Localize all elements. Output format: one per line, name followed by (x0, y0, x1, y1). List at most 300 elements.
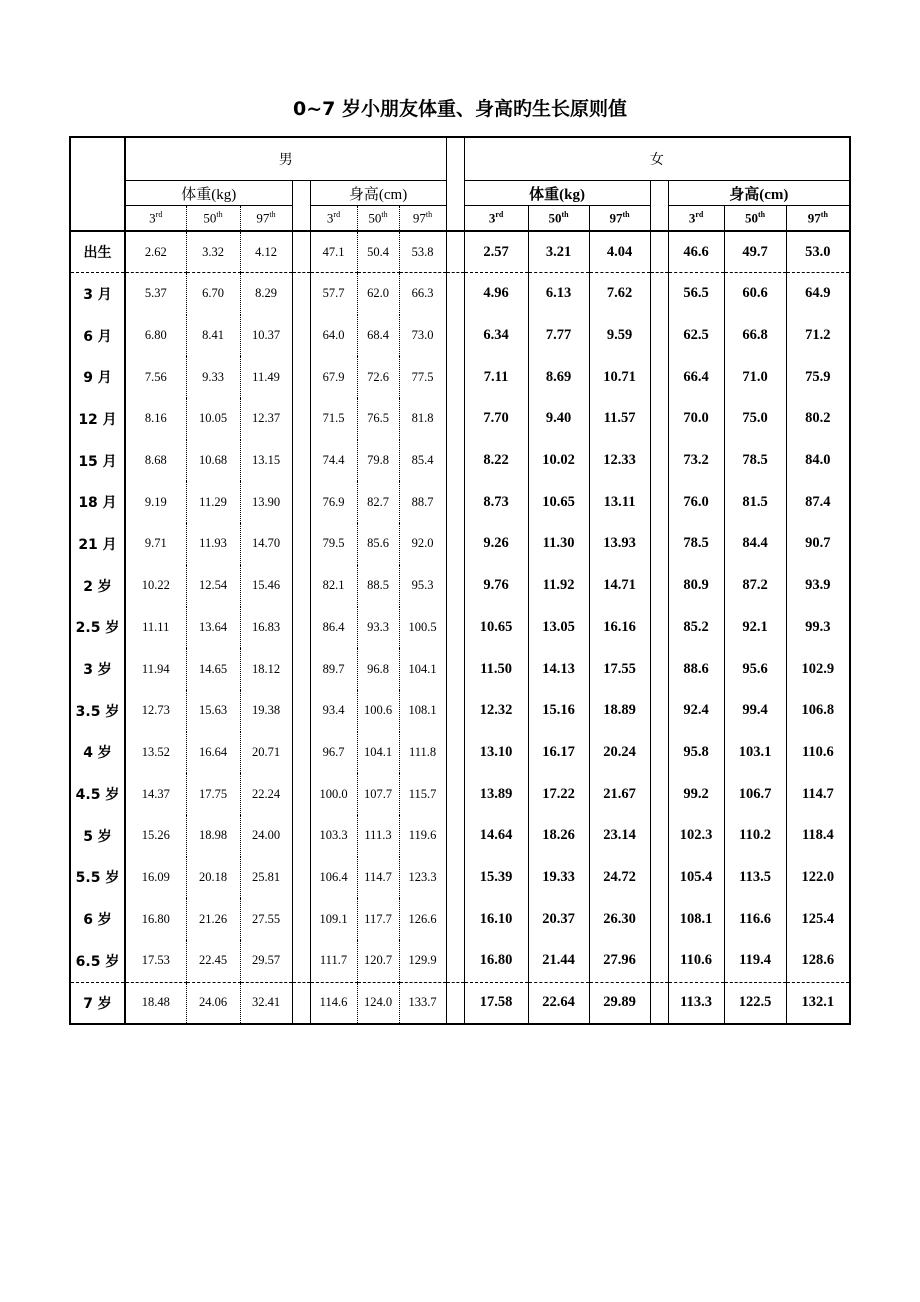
male-weight-p3: 9.71 (144, 536, 167, 551)
female-height-p3: 62.5 (683, 327, 709, 344)
female-height-p97: 99.3 (786, 607, 850, 649)
gender-divider (446, 940, 464, 982)
male-height-p50: 120.7 (357, 940, 399, 982)
female-weight-percentile-50: 50th (528, 206, 589, 232)
female-weight-p97: 4.04 (589, 231, 650, 273)
male-weight-p50: 17.75 (186, 773, 240, 815)
female-height-p50: 99.4 (724, 690, 786, 732)
male-height-p97: 108.1 (399, 690, 446, 732)
female-weight-p50: 19.33 (528, 857, 589, 899)
male-height-p3: 64.0 (322, 328, 345, 343)
female-height-p3: 76.0 (683, 493, 709, 510)
male-weight-p97: 32.41 (240, 982, 292, 1024)
male-height-p50: 50.4 (357, 231, 399, 273)
male-weight-p97: 12.37 (240, 398, 292, 440)
female-weight-p50: 21.44 (528, 940, 589, 982)
table-row (70, 648, 850, 690)
male-height-p50: 96.8 (357, 648, 399, 690)
female-weight-p97: 27.96 (589, 940, 650, 982)
female-weight-p97: 12.33 (589, 440, 650, 482)
female-group-gap (650, 982, 668, 1024)
table-row (70, 356, 850, 398)
female-weight-p97: 11.57 (589, 398, 650, 440)
table-row (70, 982, 850, 1024)
age-label: 4.5 岁 (70, 773, 125, 815)
male-height-p50: 68.4 (357, 315, 399, 357)
male-weight-p50: 8.41 (186, 315, 240, 357)
male-weight-p50: 13.64 (186, 607, 240, 649)
female-height-p3: 46.6 (668, 231, 724, 273)
female-group-gap (650, 181, 668, 232)
female-height-p50: 75.0 (724, 398, 786, 440)
female-height-p97: 102.9 (786, 648, 850, 690)
male-weight-p97: 16.83 (240, 607, 292, 649)
female-height-p50: 119.4 (724, 940, 786, 982)
male-weight-p97: 4.12 (240, 231, 292, 273)
male-group-gap (292, 273, 310, 315)
female-header: 女 (464, 137, 850, 181)
female-weight-p97: 16.16 (589, 607, 650, 649)
male-height-p97: 88.7 (399, 481, 446, 523)
gender-divider (446, 273, 464, 315)
female-group-gap (650, 356, 668, 398)
female-weight-p97: 14.71 (589, 565, 650, 607)
gender-divider (446, 440, 464, 482)
female-weight-p3: 8.22 (483, 452, 509, 469)
female-weight-p97: 23.14 (589, 815, 650, 857)
table-row (70, 607, 850, 649)
female-weight-p97: 10.71 (589, 356, 650, 398)
gender-divider (446, 481, 464, 523)
female-height-p3: 102.3 (679, 827, 713, 844)
male-height-p3: 109.1 (319, 911, 348, 926)
female-weight-p50: 11.92 (528, 565, 589, 607)
male-height-p3: 106.4 (319, 869, 348, 884)
female-group-gap (650, 732, 668, 774)
female-height-p50: 81.5 (724, 481, 786, 523)
male-group-gap (292, 857, 310, 899)
male-group-gap (292, 315, 310, 357)
female-height-p3: 73.2 (683, 452, 709, 469)
male-weight-p97: 10.37 (240, 315, 292, 357)
male-height-p3: 74.4 (322, 453, 345, 468)
female-weight-p50: 6.13 (528, 273, 589, 315)
female-height-p97: 64.9 (786, 273, 850, 315)
female-weight-p97: 13.93 (589, 523, 650, 565)
age-label: 6 岁 (70, 898, 125, 940)
female-group-gap (650, 607, 668, 649)
female-height-percentile-97: 97th (786, 206, 850, 232)
male-weight-percentile-50: 50th (186, 206, 240, 232)
gender-divider (446, 732, 464, 774)
female-height-p97: 132.1 (786, 982, 850, 1024)
male-weight-p50: 14.65 (186, 648, 240, 690)
growth-standards-table (69, 136, 851, 1025)
male-group-gap (292, 732, 310, 774)
male-weight-p97: 13.90 (240, 481, 292, 523)
female-weight-p3: 7.11 (483, 368, 509, 385)
table-row (70, 690, 850, 732)
female-weight-p3: 11.50 (480, 660, 512, 677)
female-height-p3: 85.2 (683, 618, 709, 635)
gender-divider (446, 565, 464, 607)
female-weight-p3: 6.34 (483, 327, 509, 344)
male-height-p3: 86.4 (322, 619, 345, 634)
gender-divider (446, 648, 464, 690)
age-label: 21 月 (70, 523, 125, 565)
age-label: 6.5 岁 (70, 940, 125, 982)
female-height-p3: 99.2 (683, 785, 709, 802)
male-group-gap (292, 565, 310, 607)
male-weight-p50: 20.18 (186, 857, 240, 899)
male-weight-p97: 25.81 (240, 857, 292, 899)
male-group-gap (292, 940, 310, 982)
male-weight-p50: 16.64 (186, 732, 240, 774)
male-height-p3: 71.5 (322, 411, 345, 426)
gender-divider (446, 523, 464, 565)
female-weight-p97: 24.72 (589, 857, 650, 899)
male-height-percentile-3: 3rd (310, 206, 357, 232)
table-row (70, 857, 850, 899)
female-height-p97: 128.6 (786, 940, 850, 982)
female-height-p50: 113.5 (724, 857, 786, 899)
male-height-p50: 72.6 (357, 356, 399, 398)
male-height-p97: 95.3 (399, 565, 446, 607)
male-height-p97: 100.5 (399, 607, 446, 649)
female-weight-p50: 20.37 (528, 898, 589, 940)
male-weight-p3: 12.73 (141, 703, 170, 718)
male-height-p3: 100.0 (319, 786, 348, 801)
female-weight-header: 体重(kg) (464, 181, 650, 206)
female-weight-p50: 17.22 (528, 773, 589, 815)
female-group-gap (650, 481, 668, 523)
female-height-p3: 66.4 (683, 368, 709, 385)
female-height-p50: 84.4 (724, 523, 786, 565)
female-weight-p3: 14.64 (479, 827, 513, 844)
male-height-p50: 93.3 (357, 607, 399, 649)
male-group-gap (292, 523, 310, 565)
male-group-gap (292, 231, 310, 273)
female-weight-p3: 12.32 (479, 702, 513, 719)
gender-divider (446, 398, 464, 440)
female-height-p3: 95.8 (683, 743, 709, 760)
male-height-percentile-97: 97th (399, 206, 446, 232)
male-weight-p3: 11.11 (142, 619, 170, 634)
gender-divider (446, 356, 464, 398)
female-height-p97: 93.9 (786, 565, 850, 607)
male-height-p50: 104.1 (357, 732, 399, 774)
female-weight-p3: 13.10 (479, 743, 513, 760)
female-weight-p3: 2.57 (464, 231, 528, 273)
female-height-p97: 106.8 (786, 690, 850, 732)
female-weight-p97: 9.59 (589, 315, 650, 357)
male-height-p97: 104.1 (399, 648, 446, 690)
female-weight-p97: 13.11 (589, 481, 650, 523)
age-label: 6 月 (70, 315, 125, 357)
male-weight-p50: 18.98 (186, 815, 240, 857)
male-height-p50: 62.0 (357, 273, 399, 315)
male-height-p97: 123.3 (399, 857, 446, 899)
male-weight-percentile-3: 3rd (125, 206, 186, 232)
female-weight-p50: 16.17 (528, 732, 589, 774)
male-group-gap (292, 898, 310, 940)
male-height-p50: 88.5 (357, 565, 399, 607)
gender-divider (446, 690, 464, 732)
female-height-p97: 71.2 (786, 315, 850, 357)
male-height-p97: 77.5 (399, 356, 446, 398)
female-weight-p3: 17.58 (479, 994, 513, 1011)
female-weight-p97: 21.67 (589, 773, 650, 815)
female-weight-p50: 18.26 (528, 815, 589, 857)
table-row (70, 815, 850, 857)
table-row (70, 398, 850, 440)
male-weight-header: 体重(kg) (125, 181, 292, 206)
male-height-p3: 67.9 (322, 369, 345, 384)
female-height-p50: 71.0 (724, 356, 786, 398)
male-height-p50: 76.5 (357, 398, 399, 440)
male-weight-p97: 22.24 (240, 773, 292, 815)
female-group-gap (650, 273, 668, 315)
female-weight-p3: 15.39 (479, 868, 513, 885)
table-row (70, 273, 850, 315)
female-height-p50: 106.7 (724, 773, 786, 815)
table-row (70, 565, 850, 607)
female-height-p50: 110.2 (724, 815, 786, 857)
female-height-p50: 78.5 (724, 440, 786, 482)
male-weight-p50: 10.05 (186, 398, 240, 440)
female-group-gap (650, 565, 668, 607)
male-height-p50: 100.6 (357, 690, 399, 732)
male-group-gap (292, 982, 310, 1024)
male-group-gap (292, 815, 310, 857)
age-label: 5 岁 (70, 815, 125, 857)
table-row (70, 773, 850, 815)
female-height-p3: 110.6 (668, 940, 724, 982)
female-height-p3: 56.5 (683, 285, 709, 302)
male-height-p97: 133.7 (399, 982, 446, 1024)
male-weight-p97: 15.46 (240, 565, 292, 607)
male-weight-p50: 24.06 (186, 982, 240, 1024)
male-weight-p3: 5.37 (144, 286, 167, 301)
female-weight-p50: 11.30 (528, 523, 589, 565)
male-weight-p3: 10.22 (141, 578, 170, 593)
female-height-p3: 105.4 (679, 868, 713, 885)
male-weight-p97: 13.15 (240, 440, 292, 482)
male-group-gap (292, 481, 310, 523)
male-weight-p50: 11.29 (186, 481, 240, 523)
female-weight-p50: 14.13 (528, 648, 589, 690)
female-weight-p50: 10.02 (528, 440, 589, 482)
male-weight-p3: 2.62 (125, 231, 186, 273)
male-height-p97: 126.6 (399, 898, 446, 940)
male-weight-p50: 11.93 (186, 523, 240, 565)
male-group-gap (292, 440, 310, 482)
female-height-p50: 103.1 (724, 732, 786, 774)
male-weight-p50: 10.68 (186, 440, 240, 482)
female-group-gap (650, 898, 668, 940)
male-weight-p3: 6.80 (144, 328, 167, 343)
female-height-p97: 87.4 (786, 481, 850, 523)
female-group-gap (650, 690, 668, 732)
age-label: 4 岁 (70, 732, 125, 774)
female-weight-p50: 15.16 (528, 690, 589, 732)
female-weight-p97: 18.89 (589, 690, 650, 732)
male-weight-p3: 16.09 (141, 869, 170, 884)
female-weight-p97: 20.24 (589, 732, 650, 774)
male-weight-p3: 7.56 (144, 369, 167, 384)
female-height-p3: 78.5 (683, 535, 709, 552)
female-height-p97: 80.2 (786, 398, 850, 440)
female-group-gap (650, 315, 668, 357)
male-height-p3: 93.4 (322, 703, 345, 718)
male-weight-p3: 18.48 (141, 995, 170, 1010)
male-weight-p97: 11.49 (240, 356, 292, 398)
male-height-p97: 129.9 (399, 940, 446, 982)
female-weight-p50: 13.05 (528, 607, 589, 649)
female-weight-p3: 8.73 (483, 493, 509, 510)
female-group-gap (650, 773, 668, 815)
male-weight-p3: 14.37 (141, 786, 170, 801)
male-weight-p50: 3.32 (186, 231, 240, 273)
age-label: 7 岁 (70, 982, 125, 1024)
female-weight-p97: 26.30 (589, 898, 650, 940)
male-height-p3: 57.7 (322, 286, 345, 301)
female-height-p97: 84.0 (786, 440, 850, 482)
female-height-percentile-3: 3rd (668, 206, 724, 232)
male-height-p3: 103.3 (319, 828, 348, 843)
female-height-p97: 75.9 (786, 356, 850, 398)
female-group-gap (650, 648, 668, 690)
male-weight-p3: 17.53 (125, 940, 186, 982)
female-weight-p50: 9.40 (528, 398, 589, 440)
male-height-p97: 111.8 (399, 732, 446, 774)
age-label: 15 月 (70, 440, 125, 482)
age-label: 3.5 岁 (70, 690, 125, 732)
male-height-p50: 114.7 (357, 857, 399, 899)
female-weight-p50: 3.21 (528, 231, 589, 273)
female-weight-p50: 8.69 (528, 356, 589, 398)
female-weight-p3: 9.26 (483, 535, 509, 552)
table-row (70, 481, 850, 523)
female-weight-p3: 7.70 (483, 410, 509, 427)
female-height-p50: 66.8 (724, 315, 786, 357)
corner-cell (70, 137, 125, 231)
male-weight-p3: 8.68 (144, 453, 167, 468)
male-weight-p50: 22.45 (186, 940, 240, 982)
female-weight-p3: 9.76 (483, 577, 509, 594)
male-height-p3: 76.9 (322, 494, 345, 509)
male-height-percentile-50: 50th (357, 206, 399, 232)
female-group-gap (650, 523, 668, 565)
gender-divider (446, 315, 464, 357)
table-row (70, 440, 850, 482)
female-weight-p3: 16.80 (464, 940, 528, 982)
male-height-p97: 119.6 (399, 815, 446, 857)
male-weight-p3: 9.19 (144, 494, 167, 509)
age-label: 12 月 (70, 398, 125, 440)
male-group-gap (292, 356, 310, 398)
female-weight-p3: 16.10 (479, 910, 513, 927)
table-row (70, 940, 850, 982)
male-height-p3: 82.1 (322, 578, 345, 593)
female-height-p3: 70.0 (683, 410, 709, 427)
male-group-gap (292, 648, 310, 690)
male-weight-p3: 16.80 (141, 911, 170, 926)
male-height-p50: 85.6 (357, 523, 399, 565)
female-height-p97: 114.7 (786, 773, 850, 815)
male-height-p50: 79.8 (357, 440, 399, 482)
female-weight-p97: 29.89 (589, 982, 650, 1024)
female-group-gap (650, 815, 668, 857)
male-weight-p97: 14.70 (240, 523, 292, 565)
male-weight-p97: 24.00 (240, 815, 292, 857)
male-weight-percentile-97: 97th (240, 206, 292, 232)
table-row (70, 315, 850, 357)
gender-divider (446, 137, 464, 231)
male-height-p3: 111.7 (310, 940, 357, 982)
female-group-gap (650, 440, 668, 482)
male-height-p97: 92.0 (399, 523, 446, 565)
male-weight-p97: 8.29 (240, 273, 292, 315)
male-group-gap (292, 181, 310, 232)
male-height-p3: 79.5 (322, 536, 345, 551)
female-weight-percentile-97: 97th (589, 206, 650, 232)
female-height-p97: 110.6 (786, 732, 850, 774)
age-label: 3 月 (70, 273, 125, 315)
male-weight-p50: 6.70 (186, 273, 240, 315)
male-weight-p97: 19.38 (240, 690, 292, 732)
age-label: 2 岁 (70, 565, 125, 607)
male-group-gap (292, 690, 310, 732)
male-weight-p50: 21.26 (186, 898, 240, 940)
female-height-p3: 92.4 (683, 702, 709, 719)
male-height-p97: 115.7 (399, 773, 446, 815)
female-weight-p50: 10.65 (528, 481, 589, 523)
age-label: 2.5 岁 (70, 607, 125, 649)
male-weight-p3: 15.26 (141, 828, 170, 843)
female-height-p50: 95.6 (724, 648, 786, 690)
female-height-header: 身高(cm) (668, 181, 850, 206)
female-height-p3: 113.3 (680, 994, 712, 1011)
male-height-p97: 81.8 (399, 398, 446, 440)
table-row (70, 523, 850, 565)
table-row (70, 898, 850, 940)
female-height-p50: 116.6 (724, 898, 786, 940)
male-group-gap (292, 773, 310, 815)
female-height-p50: 92.1 (724, 607, 786, 649)
male-height-p50: 124.0 (357, 982, 399, 1024)
male-weight-p97: 20.71 (240, 732, 292, 774)
gender-divider (446, 857, 464, 899)
age-label: 18 月 (70, 481, 125, 523)
male-weight-p97: 27.55 (240, 898, 292, 940)
male-height-p3: 114.6 (319, 995, 348, 1010)
female-weight-p50: 22.64 (528, 982, 589, 1024)
age-label: 9 月 (70, 356, 125, 398)
male-group-gap (292, 607, 310, 649)
age-label: 3 岁 (70, 648, 125, 690)
male-height-p50: 82.7 (357, 481, 399, 523)
male-height-p3: 96.7 (322, 744, 345, 759)
female-height-p50: 122.5 (724, 982, 786, 1024)
female-height-p50: 49.7 (724, 231, 786, 273)
gender-divider (446, 773, 464, 815)
gender-divider (446, 898, 464, 940)
female-group-gap (650, 857, 668, 899)
gender-divider (446, 607, 464, 649)
female-weight-p50: 7.77 (528, 315, 589, 357)
gender-divider (446, 231, 464, 273)
